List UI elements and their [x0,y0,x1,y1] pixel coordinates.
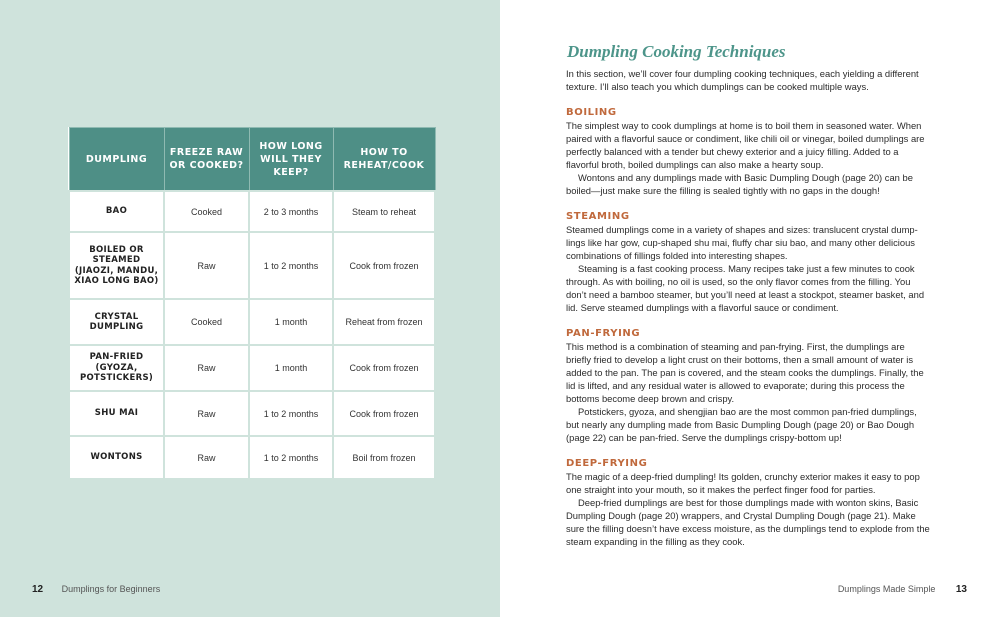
page-number: 12 [32,584,44,595]
paragraph: This method is a combination of steaming and pan-frying. First, the dumplings are briefly fried to develop a light crust on their bottoms, then a small amount of water is added to the pan. The pan is covered, and the steam cooks the dumplings. Finally, the lid is lifted, and any residual water is allowed to evaporate; during this process the bottoms become deep brown and crispy. [566,341,924,404]
cell-reheat: Cook from frozen [333,345,435,391]
cell-dumpling: WONTONS [69,436,164,479]
cell-freeze: Raw [164,345,249,391]
table-row [69,391,435,436]
cell-keep: 1 to 2 months [249,391,333,436]
table-row [69,436,435,479]
paragraph: Potstickers, gyoza, and shengjian bao are the most common pan-fried dumplings, but nearly any dumpling made from Basic Dumpling Dough (page 20) or Bao Dough (page 22) can be pan-fried. Serve the dumplings crispy-bottom up! [566,406,917,443]
table-row [69,232,435,299]
section-heading-deep-frying: DEEP-FRYING [566,458,648,469]
paragraph: Steamed dumplings come in a variety of shapes and sizes: translucent crystal dump-lings like har gow, cup-shaped shu mai, fluffy char siu bao, and many other delicious combinations of fillings folded into interesting shapes. [566,224,918,261]
left-footer [32,584,160,595]
cell-reheat: Boil from frozen [333,436,435,479]
right-page [500,0,1000,617]
paragraph: Deep-fried dumplings are best for those dumplings made with wonton skins, Basic Dumpling Dough (page 20) wrappers, and Crystal Dumpling Dough (page 21). Make sure the filling doesn’t have excess moisture, as the dumplings tend to explode from the steam expanding in the filling as they cook. [566,497,930,547]
cell-dumpling: CRYSTAL DUMPLING [69,299,164,345]
cell-keep: 1 to 2 months [249,436,333,479]
cell-freeze: Cooked [164,191,249,232]
header-freeze: FREEZE RAW OR COOKED? [164,128,249,192]
paragraph: The magic of a deep-fried dumpling! Its golden, crunchy exterior makes it easy to pop one straight into your mouth, so it makes the perfect finger food for parties. [566,471,920,495]
intro-paragraph: In this section, we’ll cover four dumpling cooking techniques, each yielding a different texture. I’ll also teach you which dumplings can be cooked multiple ways. [566,68,919,92]
page-number: 13 [955,584,967,595]
cell-keep: 1 month [249,345,333,391]
cell-reheat: Reheat from frozen [333,299,435,345]
section-heading-steaming: STEAMING [566,211,630,222]
page-title: Dumpling Cooking Techniques [567,42,786,61]
table-row [69,299,435,345]
cell-freeze: Raw [164,391,249,436]
cell-keep: 2 to 3 months [249,191,333,232]
cell-freeze: Raw [164,436,249,479]
cell-dumpling: BAO [69,191,164,232]
cell-reheat: Cook from frozen [333,232,435,299]
cell-dumpling: PAN-FRIED (GYOZA, POTSTICKERS) [69,345,164,391]
header-dumpling: DUMPLING [69,128,164,192]
table-row [69,191,435,232]
paragraph: Wontons and any dumplings made with Basic Dumpling Dough (page 20) can be boiled—just make sure the filling is sealed tightly with no gaps in the dough! [566,172,913,196]
section-heading-pan-frying: PAN-FRYING [566,328,641,339]
table-row [69,345,435,391]
header-keep: HOW LONG WILL THEY KEEP? [249,128,333,192]
running-head: Dumplings Made Simple [837,584,936,594]
section-heading-boiling: BOILING [566,107,617,118]
article-body [566,67,932,548]
cell-dumpling: SHU MAI [69,391,164,436]
cell-keep: 1 month [249,299,333,345]
cell-reheat: Steam to reheat [333,191,435,232]
cell-keep: 1 to 2 months [249,232,333,299]
running-head: Dumplings for Beginners [61,584,161,594]
cell-dumpling: BOILED OR STEAMED (JIAOZI, MANDU, XIAO LONG BAO) [69,232,164,299]
cell-reheat: Cook from frozen [333,391,435,436]
paragraph: The simplest way to cook dumplings at home is to boil them in seasoned water. When paired with a flavorful sauce or condiment, like chili oil or vinegar, boiled dumplings are perfectly balanced with a tender but chewy exterior and a juicy filling. Added to a flavorful broth, boiled dumplings can also make a hearty soup. [566,120,925,170]
paragraph: Steaming is a fast cooking process. Many recipes take just a few minutes to cook through. As with boiling, no oil is used, so the only flavor comes from the filling. You don’t need a bamboo steamer, but you’ll need at least a stockpot, steamer basket, and lid. Serve steamed dumplings with a flavorful sauce or condiment. [566,263,925,313]
right-footer [838,584,967,595]
cell-freeze: Raw [164,232,249,299]
cell-freeze: Cooked [164,299,249,345]
freezing-table [68,127,436,480]
header-reheat: HOW TO REHEAT/COOK [333,128,435,192]
table-header-row [69,128,435,192]
